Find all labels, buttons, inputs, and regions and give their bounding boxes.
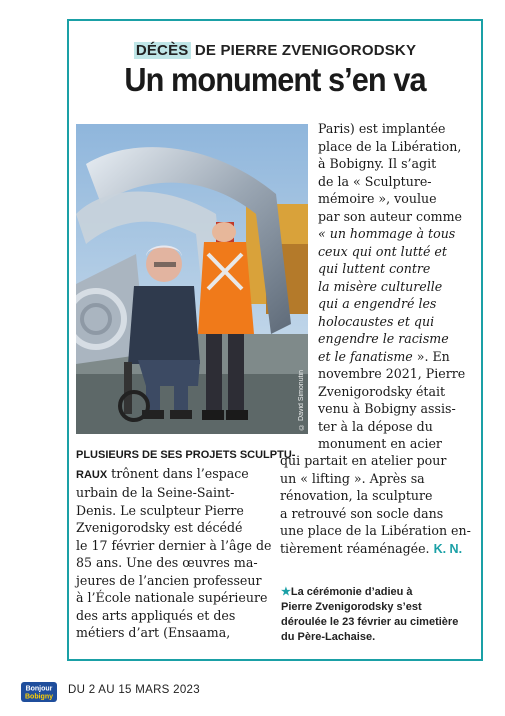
photo-illustration — [76, 124, 308, 434]
text-line: Denis. Le sculpteur Pierre — [76, 502, 244, 518]
kicker-rest: DE PIERRE ZVENIGORODSKY — [190, 42, 417, 59]
note-line: Pierre Zvenigorodsky s’est — [281, 601, 422, 613]
issue-date: DU 2 AU 15 MARS 2023 — [68, 684, 200, 696]
text-line: rénovation, la sculpture — [280, 488, 433, 503]
quote-line: qui a engendré les — [318, 296, 437, 311]
logo-line1: Bonjour — [25, 685, 53, 693]
text-line: venu à Bobigny assis- — [318, 401, 456, 416]
text-line: de la « Sculpture- — [318, 173, 432, 189]
text-line: à l’École nationale supérieure — [76, 590, 268, 605]
text-line: et le fanatisme ». En — [318, 348, 450, 364]
text-line: Paris) est implantée — [318, 121, 446, 136]
article-kicker — [69, 42, 481, 59]
quote-line: ceux qui ont lutté et — [318, 243, 447, 259]
text-line: jeures de l’ancien professeur — [76, 572, 262, 588]
text-line: monument en acier — [318, 436, 442, 451]
quote-line: holocaustes et qui — [318, 313, 435, 329]
text-line: PLUSIEURS DE SES PROJETS SCULPTU- — [76, 449, 296, 461]
right-column-top — [318, 120, 465, 453]
text-line: des arts appliqués et des — [76, 607, 236, 623]
logo-line2: Bobigny — [25, 693, 53, 701]
text-line: le 17 février dernier à l’âge de — [76, 537, 272, 553]
note-line: ★La cérémonie d’adieu à — [281, 586, 413, 598]
text-line: par son auteur comme — [318, 208, 462, 224]
right-column-bottom — [280, 452, 471, 558]
text-line: RAUX trônent dans l’espace — [76, 465, 249, 481]
quote-line: qui luttent contre — [318, 261, 431, 276]
text-line: novembre 2021, Pierre — [318, 366, 466, 381]
text-line: 85 ans. Une des œuvres ma- — [76, 555, 258, 570]
kicker-highlight: DÉCÈS — [135, 42, 189, 59]
text-line: place de la Libération, — [318, 138, 462, 154]
text-line: qui partait en atelier pour — [280, 453, 447, 468]
ceremony-note — [281, 585, 458, 645]
article-headline: Un monument s’en va — [124, 61, 426, 98]
quote-line: engendre le racisme — [318, 331, 449, 346]
text-line: mémoire », voulue — [318, 191, 437, 206]
note-line: du Père-Lachaise. — [281, 631, 376, 643]
text-line: un « lifting ». Après sa — [280, 470, 425, 486]
text-line: Zvenigorodsky était — [318, 383, 446, 399]
left-column — [76, 445, 295, 642]
photo-credit: © David Simonutin — [298, 370, 305, 430]
text-line: métiers d’art (Ensaama, — [76, 625, 231, 640]
text-line: tièrement réaménagée. K. N. — [280, 540, 463, 556]
article-photo — [76, 124, 308, 434]
quote-line: la misère culturelle — [318, 278, 443, 294]
star-icon: ★ — [281, 586, 291, 598]
text-line: une place de la Libération en- — [280, 523, 471, 538]
bonjour-bobigny-logo — [20, 681, 58, 703]
text-line: Zvenigorodsky est décédé — [76, 520, 243, 535]
note-line: déroulée le 23 février au cimetière — [281, 616, 459, 628]
quote-line: « un hommage à tous — [318, 226, 456, 241]
text-line: a retrouvé son socle dans — [280, 505, 444, 521]
text-line: à Bobigny. Il s’agit — [318, 156, 437, 171]
text-line: ter à la dépose du — [318, 418, 433, 434]
author-signature: K. N. — [433, 541, 463, 556]
text-line: urbain de la Seine-Saint- — [76, 485, 235, 500]
article-frame — [67, 19, 483, 661]
